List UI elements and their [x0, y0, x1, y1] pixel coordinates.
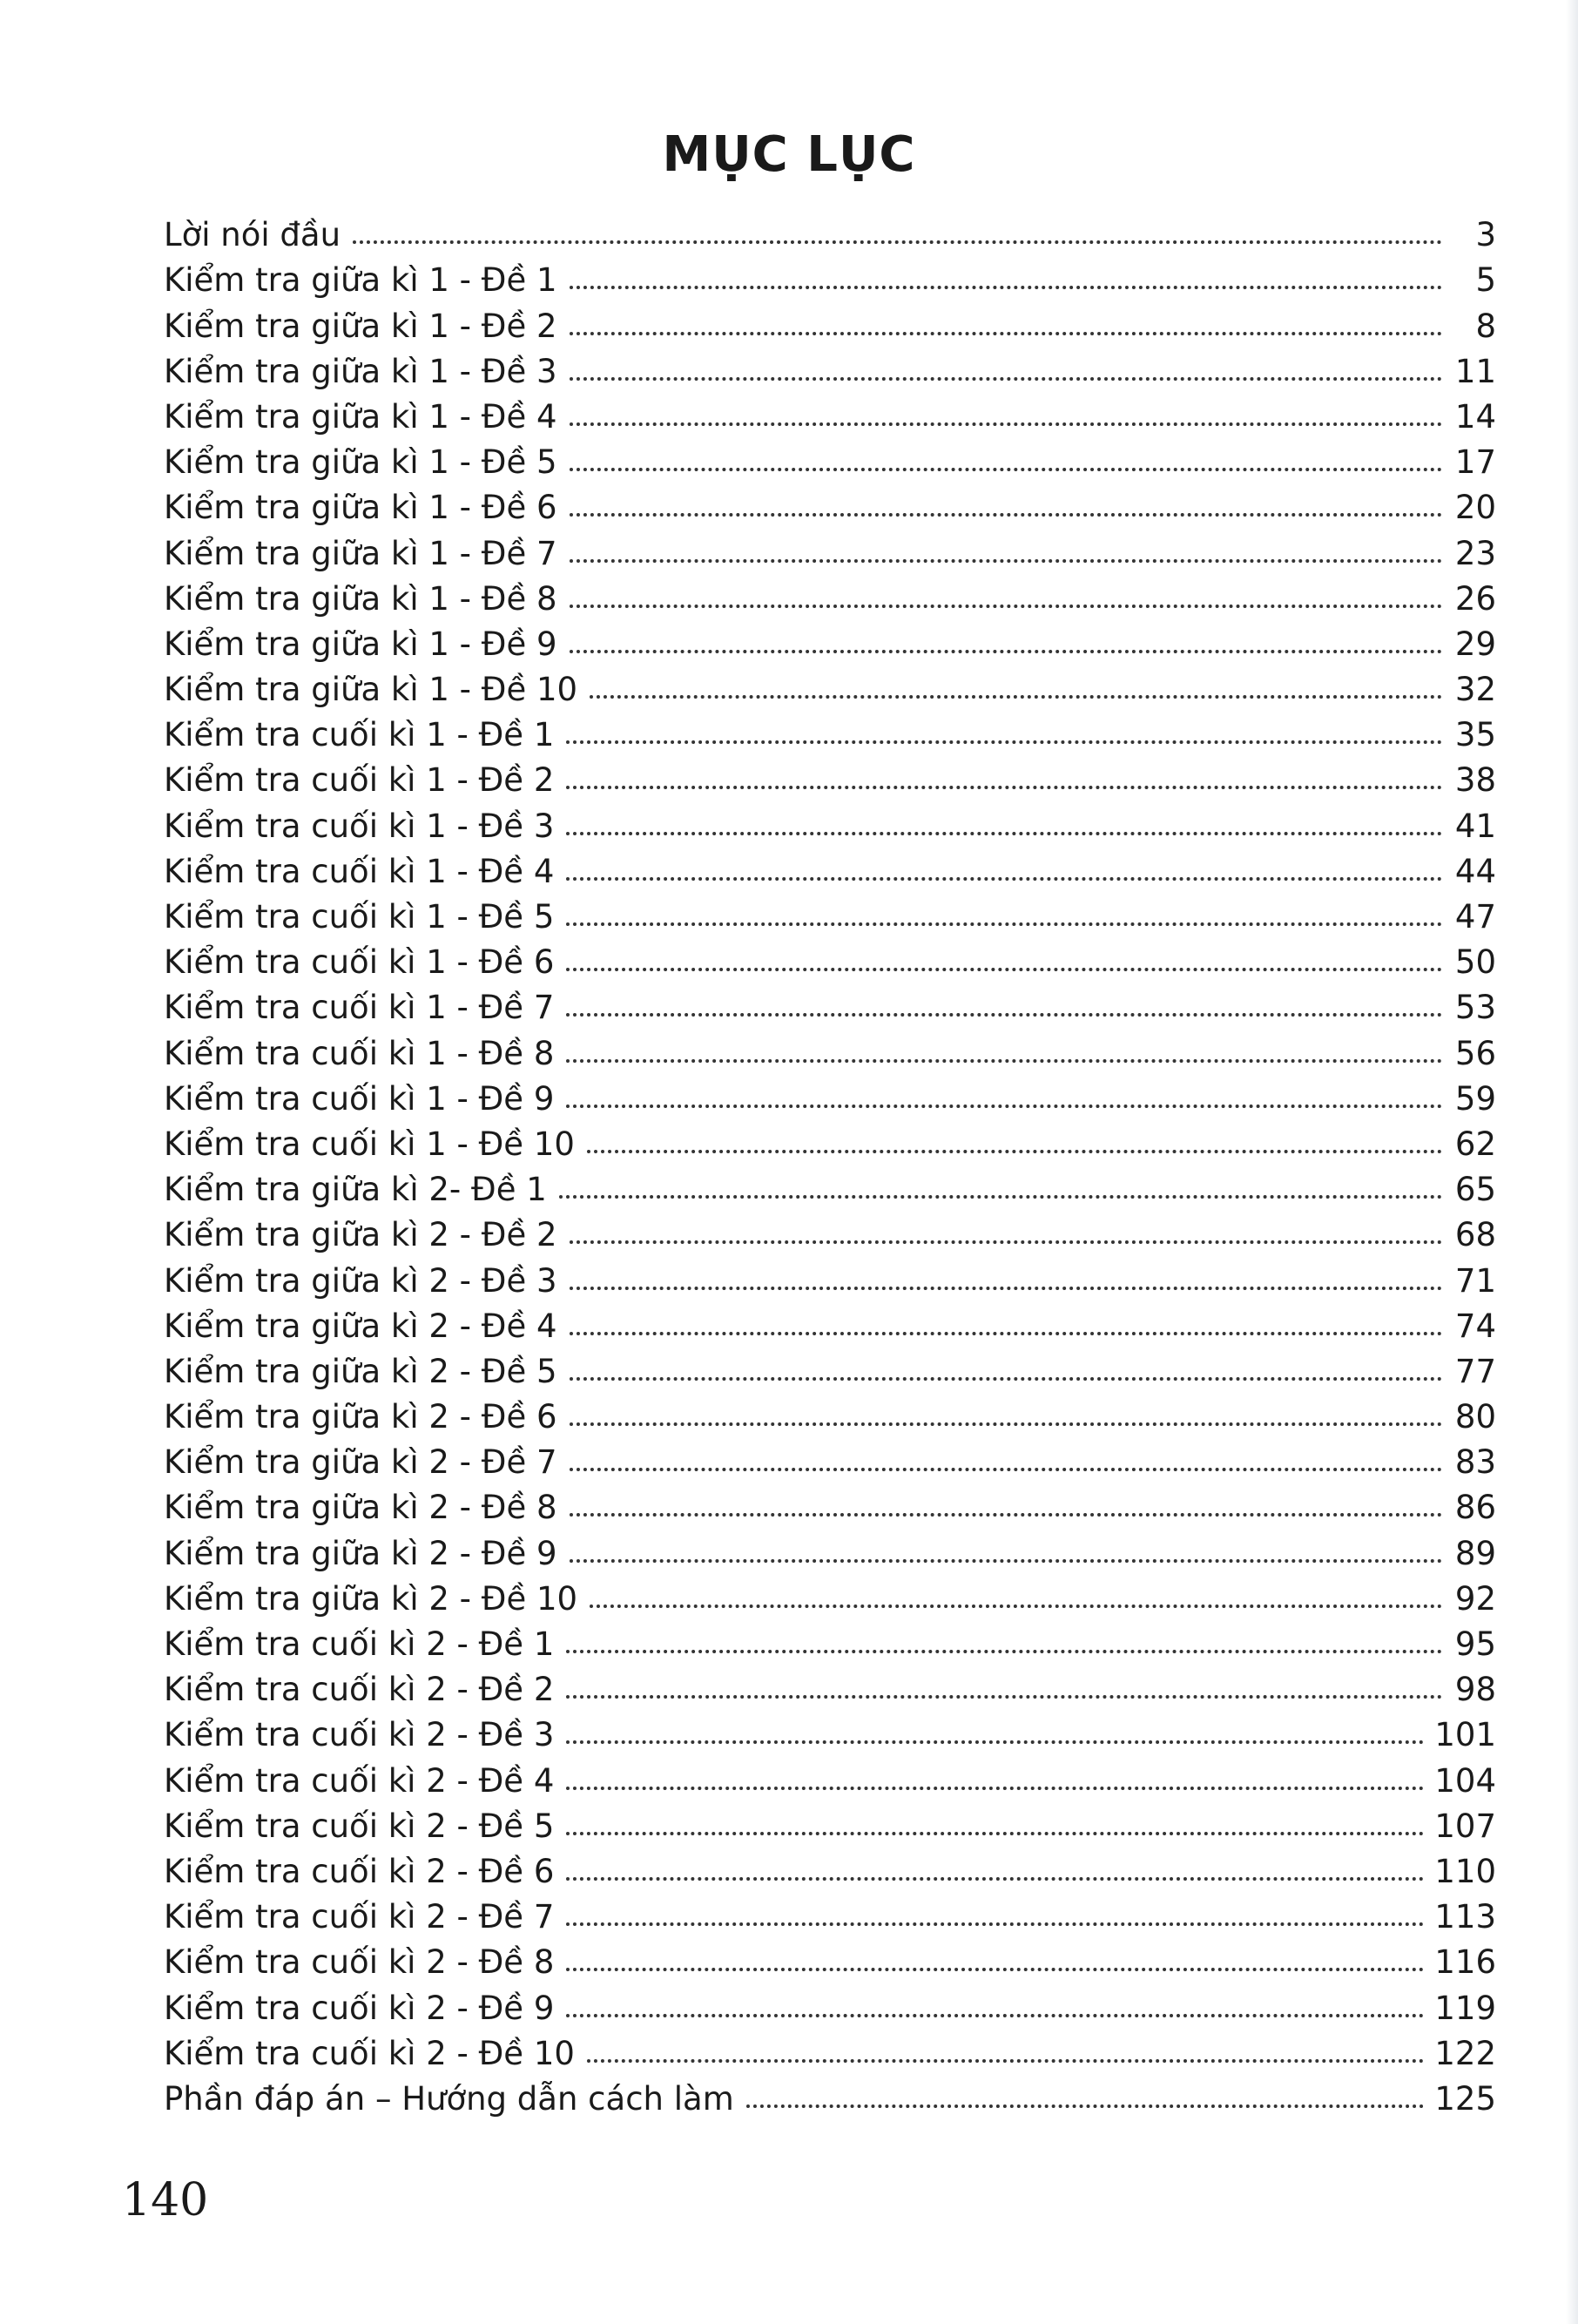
toc-entry [164, 1251, 1496, 1300]
toc-entry-title: Kiểm tra giữa kì 2 - Đề 2 [164, 1216, 557, 1254]
toc-entry-title: Kiểm tra cuối kì 2 - Đề 2 [164, 1671, 555, 1709]
toc-entry-page: 26 [1454, 579, 1496, 618]
dot-leader [566, 1105, 1442, 1108]
dot-leader [590, 1605, 1442, 1608]
dot-leader [566, 1832, 1424, 1835]
toc-entry [164, 1797, 1496, 1845]
toc-entry [164, 706, 1496, 754]
toc-entry-title: Kiểm tra giữa kì 2 - Đề 5 [164, 1352, 557, 1390]
page-title: MỤC LỤC [662, 126, 916, 183]
dot-leader [570, 422, 1442, 426]
dot-leader [566, 922, 1442, 926]
toc-entry-title: Kiểm tra cuối kì 2 - Đề 1 [164, 1625, 555, 1663]
toc-entry-title: Kiểm tra giữa kì 1 - Đề 2 [164, 307, 557, 345]
dot-leader [566, 1695, 1442, 1699]
toc-entry [164, 251, 1496, 300]
toc-entry [164, 1342, 1496, 1388]
toc-entry-title: Phần đáp án – Hướng dẫn cách làm [164, 2079, 734, 2118]
toc-entry-title: Kiểm tra cuối kì 1 - Đề 1 [164, 716, 555, 754]
dot-leader [590, 695, 1442, 699]
toc-entry-title: Kiểm tra cuối kì 2 - Đề 3 [164, 1716, 555, 1754]
toc-entry-title: Kiểm tra giữa kì 2 - Đề 10 [164, 1579, 578, 1618]
toc-entry [164, 1160, 1496, 1209]
toc-entry [164, 1751, 1496, 1800]
toc-entry-page: 14 [1454, 397, 1496, 436]
toc-entry [164, 1570, 1496, 1618]
dot-leader [570, 332, 1442, 335]
toc-entry-page: 104 [1434, 1761, 1496, 1800]
dot-leader [570, 286, 1442, 289]
toc-entry-page: 65 [1454, 1171, 1496, 1209]
toc-entry-page: 74 [1454, 1307, 1496, 1345]
toc-entry [164, 2070, 1496, 2118]
dot-leader [746, 2104, 1425, 2108]
toc-entry [164, 660, 1496, 709]
toc-entry-page: 80 [1454, 1398, 1496, 1436]
toc-entry-title: Kiểm tra giữa kì 1 - Đề 5 [164, 443, 557, 482]
dot-leader [570, 1422, 1442, 1426]
dot-leader [570, 1240, 1442, 1244]
toc-entry-title: Kiểm tra giữa kì 1 - Đề 10 [164, 671, 578, 709]
toc-entry [164, 1206, 1496, 1254]
toc-entry-title: Kiểm tra giữa kì 2 - Đề 9 [164, 1534, 557, 1572]
toc-entry-title: Kiểm tra cuối kì 2 - Đề 8 [164, 1943, 555, 1982]
toc-entry-page: 53 [1454, 989, 1496, 1027]
dot-leader [566, 1013, 1442, 1017]
toc-entry-page: 95 [1454, 1625, 1496, 1663]
toc-entry-page: 113 [1434, 1898, 1496, 1936]
toc-entry [164, 1024, 1496, 1072]
toc-entry-title: Kiểm tra cuối kì 2 - Đề 9 [164, 1989, 555, 2027]
toc-entry-page: 119 [1434, 1989, 1496, 2027]
toc-entry [164, 978, 1496, 1027]
toc-entry-title: Kiểm tra cuối kì 2 - Đề 7 [164, 1898, 555, 1936]
dot-leader [570, 1332, 1442, 1335]
toc-entry-title: Kiểm tra cuối kì 2 - Đề 10 [164, 2034, 575, 2072]
toc-entry-title: Kiểm tra giữa kì 2- Đề 1 [164, 1171, 547, 1209]
toc-entry-page: 56 [1454, 1034, 1496, 1072]
toc-entry [164, 615, 1496, 663]
toc-entry-title: Kiểm tra giữa kì 1 - Đề 4 [164, 397, 557, 436]
toc-entry-page: 44 [1454, 852, 1496, 890]
toc-entry-page: 59 [1454, 1079, 1496, 1118]
dot-leader [559, 1195, 1442, 1199]
toc-entry [164, 1523, 1496, 1572]
dot-leader [566, 832, 1442, 835]
dot-leader [353, 240, 1442, 244]
toc-entry [164, 296, 1496, 345]
toc-entry-title: Kiểm tra giữa kì 2 - Đề 3 [164, 1261, 557, 1300]
toc-entry-title: Kiểm tra cuối kì 1 - Đề 2 [164, 761, 555, 800]
dot-leader [587, 1150, 1442, 1153]
dot-leader [570, 650, 1442, 653]
dot-leader [566, 2014, 1424, 2017]
toc-entry-page: 86 [1454, 1489, 1496, 1527]
toc-entry-page: 116 [1434, 1943, 1496, 1982]
toc-entry-title: Kiểm tra giữa kì 1 - Đề 7 [164, 534, 557, 572]
toc-entry-page: 35 [1454, 716, 1496, 754]
toc-entry-page: 20 [1454, 489, 1496, 527]
dot-leader [570, 377, 1442, 381]
table-of-contents [164, 206, 1496, 2118]
toc-entry [164, 2024, 1496, 2070]
toc-entry-title: Kiểm tra cuối kì 1 - Đề 9 [164, 1079, 555, 1118]
dot-leader [570, 468, 1442, 471]
toc-entry [164, 751, 1496, 800]
toc-entry-title: Kiểm tra cuối kì 1 - Đề 4 [164, 852, 555, 890]
toc-entry-page: 47 [1454, 898, 1496, 936]
toc-entry [164, 1842, 1496, 1888]
toc-entry-page: 92 [1454, 1579, 1496, 1618]
toc-entry-title: Kiểm tra giữa kì 2 - Đề 4 [164, 1307, 557, 1345]
dot-leader [566, 1059, 1442, 1063]
toc-entry-title: Kiểm tra cuối kì 1 - Đề 3 [164, 807, 555, 845]
toc-entry [164, 1433, 1496, 1482]
toc-entry-title: Kiểm tra cuối kì 1 - Đề 10 [164, 1125, 575, 1163]
toc-entry-page: 110 [1434, 1852, 1496, 1890]
toc-entry [164, 888, 1496, 936]
toc-entry [164, 433, 1496, 482]
dot-leader [570, 1559, 1442, 1563]
dot-leader [566, 1968, 1424, 1971]
dot-leader [570, 605, 1442, 608]
dot-leader [570, 1377, 1442, 1381]
toc-entry-title: Kiểm tra giữa kì 2 - Đề 8 [164, 1489, 557, 1527]
toc-entry [164, 570, 1496, 618]
toc-entry-page: 77 [1454, 1352, 1496, 1390]
toc-entry-title: Kiểm tra giữa kì 1 - Đề 6 [164, 489, 557, 527]
dot-leader [566, 968, 1442, 971]
toc-entry-page: 122 [1434, 2034, 1496, 2072]
toc-entry-page: 32 [1454, 671, 1496, 709]
toc-entry-title: Kiểm tra cuối kì 2 - Đề 4 [164, 1761, 555, 1800]
toc-entry [164, 1706, 1496, 1754]
toc-entry [164, 796, 1496, 845]
toc-entry-title: Kiểm tra giữa kì 1 - Đề 3 [164, 352, 557, 390]
toc-entry-page: 5 [1475, 261, 1496, 300]
dot-leader [587, 2059, 1424, 2063]
toc-entry-page: 98 [1454, 1671, 1496, 1709]
toc-entry-title: Lời nói đầu [164, 216, 341, 254]
toc-entry-page: 41 [1454, 807, 1496, 845]
toc-entry [164, 1388, 1496, 1436]
dot-leader [566, 1787, 1424, 1790]
toc-entry [164, 478, 1496, 527]
page-edge-shadow [1566, 0, 1578, 2324]
dot-leader [566, 1877, 1424, 1881]
dot-leader [566, 1922, 1424, 1926]
toc-entry-page: 62 [1454, 1125, 1496, 1163]
toc-entry-title: Kiểm tra giữa kì 1 - Đề 9 [164, 625, 557, 663]
toc-entry [164, 206, 1496, 254]
dot-leader [570, 1287, 1442, 1290]
toc-entry [164, 1933, 1496, 1982]
toc-entry [164, 1115, 1496, 1163]
toc-entry-page: 68 [1454, 1216, 1496, 1254]
toc-entry-title: Kiểm tra cuối kì 1 - Đề 6 [164, 943, 555, 982]
dot-leader [570, 513, 1442, 517]
toc-entry-page: 107 [1434, 1807, 1496, 1845]
toc-entry-title: Kiểm tra giữa kì 2 - Đề 6 [164, 1398, 557, 1436]
dot-leader [566, 877, 1442, 881]
toc-entry [164, 1070, 1496, 1118]
toc-entry-page: 125 [1434, 2079, 1496, 2118]
toc-entry-page: 3 [1475, 216, 1496, 254]
toc-entry-page: 101 [1434, 1716, 1496, 1754]
dot-leader [570, 559, 1442, 563]
toc-entry [164, 1297, 1496, 1345]
toc-entry [164, 342, 1496, 388]
toc-entry-title: Kiểm tra cuối kì 1 - Đề 8 [164, 1034, 555, 1072]
toc-entry-page: 23 [1454, 534, 1496, 572]
page-number: 140 [122, 2174, 209, 2226]
toc-entry-page: 50 [1454, 943, 1496, 982]
dot-leader [570, 1513, 1442, 1517]
dot-leader [566, 1740, 1424, 1744]
toc-entry-page: 11 [1454, 352, 1496, 390]
toc-entry-title: Kiểm tra cuối kì 2 - Đề 6 [164, 1852, 555, 1890]
dot-leader [566, 740, 1442, 744]
toc-entry [164, 842, 1496, 888]
toc-entry-page: 8 [1475, 307, 1496, 345]
toc-entry-title: Kiểm tra cuối kì 1 - Đề 7 [164, 989, 555, 1027]
toc-entry [164, 1615, 1496, 1663]
toc-entry [164, 524, 1496, 572]
toc-entry [164, 933, 1496, 982]
toc-entry [164, 1478, 1496, 1527]
toc-entry [164, 1978, 1496, 2027]
toc-entry-page: 17 [1454, 443, 1496, 482]
toc-entry-title: Kiểm tra cuối kì 1 - Đề 5 [164, 898, 555, 936]
toc-entry-title: Kiểm tra giữa kì 1 - Đề 1 [164, 261, 557, 300]
toc-entry-page: 38 [1454, 761, 1496, 800]
toc-entry [164, 388, 1496, 436]
dot-leader [570, 1468, 1442, 1471]
toc-entry-page: 71 [1454, 1261, 1496, 1300]
toc-entry [164, 1660, 1496, 1709]
toc-entry-title: Kiểm tra giữa kì 2 - Đề 7 [164, 1443, 557, 1482]
toc-entry-page: 83 [1454, 1443, 1496, 1482]
dot-leader [566, 1650, 1442, 1653]
dot-leader [566, 786, 1442, 789]
toc-entry-title: Kiểm tra giữa kì 1 - Đề 8 [164, 579, 557, 618]
toc-entry-page: 89 [1454, 1534, 1496, 1572]
toc-entry-title: Kiểm tra cuối kì 2 - Đề 5 [164, 1807, 555, 1845]
toc-entry [164, 1888, 1496, 1936]
toc-entry-page: 29 [1454, 625, 1496, 663]
